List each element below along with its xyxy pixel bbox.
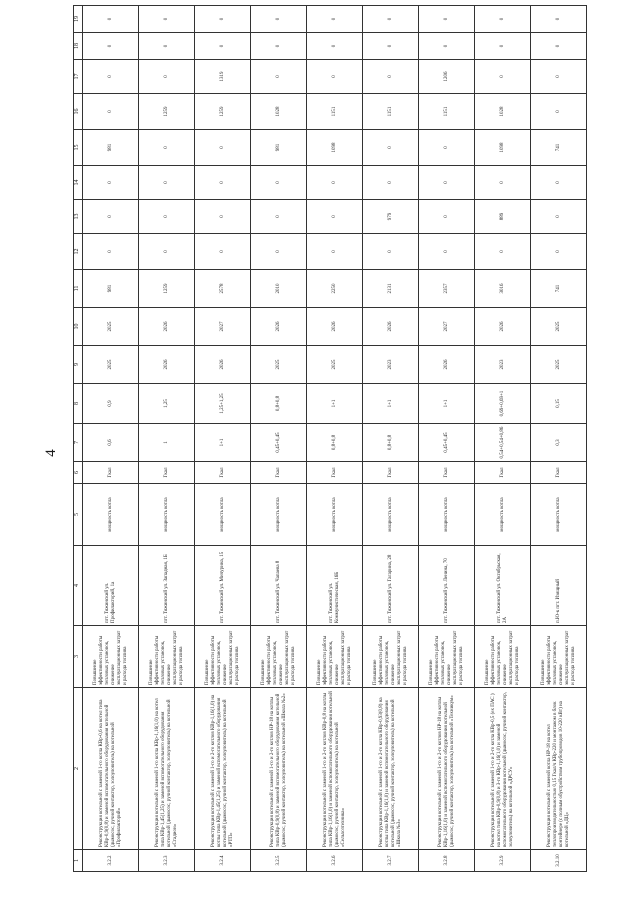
cost-cell: 0 bbox=[475, 6, 531, 33]
table-row bbox=[475, 6, 531, 872]
measure-goal-cell: Повышение эффективности работы тепловых установок, снижение эксплуатационных затрат и расхода топлива bbox=[531, 626, 587, 688]
end-year-cell: 2027 bbox=[195, 308, 251, 346]
measure-description-cell: Реконструкция котельной с заменой котла HP-18 на котел теплопроизводительностью 0,15 Гкал/ч КВр-220 и монтажом в блок контейнере (с полным обустройством трубопроводов 10-220 кВт) на котельной «ДЦ» bbox=[531, 688, 587, 850]
cost-cell: 1028 bbox=[251, 94, 307, 130]
column-number: 13 bbox=[74, 200, 83, 234]
cost-cell: 0 bbox=[83, 6, 139, 33]
value-before-cell: 1 bbox=[139, 424, 195, 462]
cost-cell: 0 bbox=[363, 33, 419, 60]
cost-cell: 0 bbox=[531, 60, 587, 94]
cost-cell: 981 bbox=[251, 130, 307, 166]
cost-cell: 0 bbox=[475, 166, 531, 200]
unit-cell: Гкал bbox=[475, 462, 531, 484]
total-cost-cell: 2357 bbox=[419, 270, 475, 308]
total-cost-cell: 3016 bbox=[475, 270, 531, 308]
cost-cell: 0 bbox=[307, 166, 363, 200]
value-after-cell: 0,8+0,8 bbox=[251, 384, 307, 424]
measure-description-cell: Реконструкция котельной с заменой 1-го котла КВр-0,6 на котел типа КВр-0,9(0,8) и заменой вспомогательного оборудования котельной (дымосос, ручной контактор, золоуловитель) на котельной «Профилакторий» bbox=[83, 688, 139, 850]
object-address-cell: пгт. Тяжинский ул. Октябрьская, 2А bbox=[475, 546, 531, 626]
cost-cell: 0 bbox=[419, 33, 475, 60]
start-year-cell: 2025 bbox=[83, 346, 139, 384]
object-address-cell: пгт. Тяжинский ул. Чапаева 8 bbox=[251, 546, 307, 626]
row-number-cell: 3.2.8 bbox=[419, 850, 475, 872]
table-row bbox=[195, 6, 251, 872]
cost-cell: 0 bbox=[363, 130, 419, 166]
measure-goal-cell: Повышение эффективности работы тепловых установок, снижение эксплуатационных затрат и расхода топлива bbox=[419, 626, 475, 688]
value-after-cell: 1+1 bbox=[419, 384, 475, 424]
value-before-cell: 0,3 bbox=[531, 424, 587, 462]
column-number: 1 bbox=[74, 850, 83, 872]
column-number: 15 bbox=[74, 130, 83, 166]
cost-cell: 979 bbox=[363, 200, 419, 234]
table-body bbox=[83, 6, 587, 872]
table-row bbox=[139, 6, 195, 872]
value-before-cell: 0,8+0,8 bbox=[363, 424, 419, 462]
column-number: 5 bbox=[74, 484, 83, 546]
end-year-cell: 2026 bbox=[307, 308, 363, 346]
cost-cell: 0 bbox=[139, 60, 195, 94]
cost-cell: 1259 bbox=[139, 94, 195, 130]
cost-cell: 0 bbox=[363, 6, 419, 33]
value-after-cell: 0,15 bbox=[531, 384, 587, 424]
characteristic-cell: мощность котла bbox=[363, 484, 419, 546]
cost-cell: 0 bbox=[251, 166, 307, 200]
cost-cell: 0 bbox=[307, 200, 363, 234]
column-number: 14 bbox=[74, 166, 83, 200]
cost-cell: 741 bbox=[531, 130, 587, 166]
object-address-cell: пгт. Тяжинский ул. Ленина, 70 bbox=[419, 546, 475, 626]
column-number: 7 bbox=[74, 424, 83, 462]
value-before-cell: 0,8+0,8 bbox=[307, 424, 363, 462]
cost-cell: 0 bbox=[251, 6, 307, 33]
cost-cell: 1206 bbox=[419, 60, 475, 94]
measure-goal-cell: Повышение эффективности работы тепловых установок, снижение эксплуатационных затрат и расхода топлива bbox=[475, 626, 531, 688]
value-after-cell: 0,69+0,69+1 bbox=[475, 384, 531, 424]
object-address-cell: пгт. Тяжинский ул. Мичурина, 15 bbox=[195, 546, 251, 626]
cost-cell: 1151 bbox=[419, 94, 475, 130]
total-cost-cell: 2250 bbox=[307, 270, 363, 308]
start-year-cell: 2026 bbox=[139, 346, 195, 384]
end-year-cell: 2025 bbox=[83, 308, 139, 346]
characteristic-cell: мощность котла bbox=[531, 484, 587, 546]
cost-cell: 0 bbox=[363, 166, 419, 200]
characteristic-cell: мощность котла bbox=[83, 484, 139, 546]
column-number: 8 bbox=[74, 384, 83, 424]
measure-description-cell: Реконструкция котельной с заменой 1-го и 2-го котла КВр-0,93(0,8) на котлы типа КВр-1,16(1,0) и заменой вспомогательного оборудования котельной (дымосос, ручной контактор, золоуловитель) на котельной «Школа №3» bbox=[363, 688, 419, 850]
measure-description-cell: Реконструкция котельной с заменой 1-го и 2-го котлов HP-18 на котлы КВр-1,16(1,0) и заменой вспомогательного оборудования котельной (дымосос, ручной контактор, золоуловитель) на котельной «Техникум» bbox=[419, 688, 475, 850]
value-before-cell: 0,45+0,45 bbox=[251, 424, 307, 462]
object-address-cell: пгт. Тяжинский ул. Гагарина, 28 bbox=[363, 546, 419, 626]
start-year-cell: 2025 bbox=[531, 346, 587, 384]
characteristic-cell: мощность котла bbox=[195, 484, 251, 546]
cost-cell: 0 bbox=[139, 200, 195, 234]
value-before-cell: 0,45+0,45 bbox=[419, 424, 475, 462]
end-year-cell: 2025 bbox=[531, 308, 587, 346]
measure-description-cell: Реконструкция котельной с заменой 1-го и 2-го котлов КВр-1,16(1,0) на котлы типа КВр-1,45(1,25) и заменой вспомогательного оборудования котельной (дымосос, ручной контактор, золоуловитель) на котельной «РТП» bbox=[195, 688, 251, 850]
cost-cell: 0 bbox=[83, 234, 139, 270]
cost-cell: 0 bbox=[195, 166, 251, 200]
cost-cell: 981 bbox=[83, 130, 139, 166]
cost-cell: 0 bbox=[139, 166, 195, 200]
cost-cell: 0 bbox=[139, 130, 195, 166]
column-number: 18 bbox=[74, 33, 83, 60]
unit-cell: Гкал bbox=[531, 462, 587, 484]
row-number-cell: 3.2.10 bbox=[531, 850, 587, 872]
table-row bbox=[531, 6, 587, 872]
object-address-cell: пгт. Тяжинский ул. Профилакторий, 1а bbox=[83, 546, 139, 626]
cost-cell: 1259 bbox=[195, 94, 251, 130]
characteristic-cell: мощность котла bbox=[419, 484, 475, 546]
start-year-cell: 2025 bbox=[251, 346, 307, 384]
cost-cell: 0 bbox=[139, 234, 195, 270]
rotated-table-wrapper bbox=[73, 16, 587, 872]
cost-cell: 1151 bbox=[307, 94, 363, 130]
total-cost-cell: 2578 bbox=[195, 270, 251, 308]
cost-cell: 0 bbox=[531, 200, 587, 234]
measure-description-cell: Реконструкция котельной с заменой 1-го и 2-го котла КВр-0,5 (ex ПАС ) на котел типа КВр-0,9(0,8) и 3-го КВр-1,16(1,0) и заменой вспомогательного оборудования котельной (дымосос, ручной контактор, золоуловитель) на котельной «ДРСУ» bbox=[475, 688, 531, 850]
row-number-cell: 3.2.9 bbox=[475, 850, 531, 872]
row-number-cell: 3.2.7 bbox=[363, 850, 419, 872]
start-year-cell: 2025 bbox=[307, 346, 363, 384]
total-cost-cell: 2131 bbox=[363, 270, 419, 308]
row-number-cell: 3.2.6 bbox=[307, 850, 363, 872]
object-address-cell: пгт. Тяжинский ул. Западная, 1Б bbox=[139, 546, 195, 626]
cost-cell: 0 bbox=[83, 200, 139, 234]
value-before-cell: 0,6 bbox=[83, 424, 139, 462]
cost-cell: 0 bbox=[531, 6, 587, 33]
cost-cell: 0 bbox=[531, 94, 587, 130]
cost-cell: 1151 bbox=[363, 94, 419, 130]
column-number: 10 bbox=[74, 308, 83, 346]
cost-cell: 0 bbox=[363, 60, 419, 94]
column-number-row bbox=[74, 6, 83, 872]
cost-cell: 0 bbox=[251, 33, 307, 60]
cost-cell: 0 bbox=[307, 60, 363, 94]
cost-cell: 1098 bbox=[475, 130, 531, 166]
row-number-cell: 3.2.4 bbox=[195, 850, 251, 872]
cost-cell: 0 bbox=[419, 166, 475, 200]
characteristic-cell: мощность котла bbox=[307, 484, 363, 546]
row-number-cell: 3.2.2 bbox=[83, 850, 139, 872]
table-row bbox=[363, 6, 419, 872]
unit-cell: Гкал bbox=[251, 462, 307, 484]
cost-cell: 0 bbox=[195, 234, 251, 270]
cost-cell: 0 bbox=[419, 6, 475, 33]
cost-cell: 0 bbox=[531, 234, 587, 270]
start-year-cell: 2026 bbox=[419, 346, 475, 384]
total-cost-cell: 1259 bbox=[139, 270, 195, 308]
cost-cell: 1319 bbox=[195, 60, 251, 94]
cost-cell: 0 bbox=[531, 166, 587, 200]
cost-cell: 0 bbox=[251, 200, 307, 234]
end-year-cell: 2026 bbox=[475, 308, 531, 346]
cost-cell: 0 bbox=[83, 33, 139, 60]
table-row bbox=[251, 6, 307, 872]
cost-cell: 0 bbox=[195, 130, 251, 166]
unit-cell: Гкал bbox=[195, 462, 251, 484]
value-after-cell: 1,25+1,25 bbox=[195, 384, 251, 424]
cost-cell: 0 bbox=[195, 200, 251, 234]
column-number: 12 bbox=[74, 234, 83, 270]
cost-cell: 0 bbox=[363, 234, 419, 270]
row-number-cell: 3.2.3 bbox=[139, 850, 195, 872]
cost-cell: 889 bbox=[475, 200, 531, 234]
cost-cell: 0 bbox=[307, 6, 363, 33]
column-number: 4 bbox=[74, 546, 83, 626]
value-after-cell: 1+1 bbox=[307, 384, 363, 424]
cost-cell: 0 bbox=[307, 234, 363, 270]
measure-goal-cell: Повышение эффективности работы тепловых установок, снижение эксплуатационных затрат и расхода топлива bbox=[195, 626, 251, 688]
end-year-cell: 2026 bbox=[139, 308, 195, 346]
measure-goal-cell: Повышение эффективности работы тепловых установок, снижение эксплуатационных затрат и расхода топлива bbox=[363, 626, 419, 688]
cost-cell: 0 bbox=[419, 234, 475, 270]
characteristic-cell: мощность котла bbox=[251, 484, 307, 546]
cost-cell: 0 bbox=[83, 60, 139, 94]
end-year-cell: 2026 bbox=[251, 308, 307, 346]
value-after-cell: 1,25 bbox=[139, 384, 195, 424]
cost-cell: 0 bbox=[475, 234, 531, 270]
cost-cell: 0 bbox=[251, 234, 307, 270]
total-cost-cell: 741 bbox=[531, 270, 587, 308]
measure-description-cell: Реконструкция котельной с заменой 1-го и 2-го котлов HP-18 на котлы типа КВр-0,9(0,8) и заменой вспомогательного оборудования котельной (дымосос, ручной контактор, золоуловитель) на котельной «Школа №2» bbox=[251, 688, 307, 850]
cost-cell: 1098 bbox=[307, 130, 363, 166]
start-year-cell: 2023 bbox=[363, 346, 419, 384]
cost-cell: 0 bbox=[475, 60, 531, 94]
measure-goal-cell: Повышение эффективности работы тепловых установок, снижение эксплуатационных затрат и расхода топлива bbox=[139, 626, 195, 688]
column-number: 6 bbox=[74, 462, 83, 484]
cost-cell: 0 bbox=[195, 33, 251, 60]
table-row bbox=[307, 6, 363, 872]
column-number: 2 bbox=[74, 688, 83, 850]
column-number: 9 bbox=[74, 346, 83, 384]
column-number: 17 bbox=[74, 60, 83, 94]
value-after-cell: 1+1 bbox=[363, 384, 419, 424]
column-number: 11 bbox=[74, 270, 83, 308]
start-year-cell: 2023 bbox=[475, 346, 531, 384]
unit-cell: Гкал bbox=[307, 462, 363, 484]
column-number: 3 bbox=[74, 626, 83, 688]
object-address-cell: пгт. Тяжинский ул. Коммунистическая, 16Б bbox=[307, 546, 363, 626]
column-number: 16 bbox=[74, 94, 83, 130]
row-number-cell: 3.2.5 bbox=[251, 850, 307, 872]
cost-cell: 0 bbox=[195, 6, 251, 33]
table-row bbox=[83, 6, 139, 872]
total-cost-cell: 981 bbox=[83, 270, 139, 308]
cost-cell: 0 bbox=[475, 33, 531, 60]
measure-description-cell: Реконструкция котельной с заменой 1-го и 2-го котлов КВр-0,8 на котлы типа КВр-1,16(1,0) и заменой вспомогательного оборудования котельной (дымосос, ручной контактор, золоуловитель) на котельной «Сельхозтехника» bbox=[307, 688, 363, 850]
object-address-cell: п.Ю-к пгт. Изящный bbox=[531, 546, 587, 626]
unit-cell: Гкал bbox=[139, 462, 195, 484]
characteristic-cell: мощность котла bbox=[139, 484, 195, 546]
end-year-cell: 2026 bbox=[363, 308, 419, 346]
measure-description-cell: Реконструкция котельной с заменой 1-го котла КВр-1,16(1,0) на котел типа КВр-1,45(1,25) и заменой вспомогательного оборудования котельной (дымосос, ручной контактор, золоуловитель) на котельной «Стадион» bbox=[139, 688, 195, 850]
cost-cell: 1028 bbox=[475, 94, 531, 130]
cost-cell: 0 bbox=[531, 33, 587, 60]
total-cost-cell: 2010 bbox=[251, 270, 307, 308]
cost-cell: 0 bbox=[419, 130, 475, 166]
measure-goal-cell: Повышение эффективности работы тепловых установок, снижение эксплуатационных затрат и расхода топлива bbox=[251, 626, 307, 688]
page-number: 4 bbox=[43, 449, 59, 457]
cost-cell: 0 bbox=[83, 94, 139, 130]
measure-goal-cell: Повышение эффективности работы тепловых установок, снижение эксплуатационных затрат и расхода топлива bbox=[307, 626, 363, 688]
unit-cell: Гкал bbox=[363, 462, 419, 484]
column-number: 19 bbox=[74, 6, 83, 33]
investment-program-table bbox=[73, 5, 587, 872]
characteristic-cell: мощность котла bbox=[475, 484, 531, 546]
cost-cell: 0 bbox=[139, 6, 195, 33]
value-after-cell: 0,9 bbox=[83, 384, 139, 424]
cost-cell: 0 bbox=[251, 60, 307, 94]
cost-cell: 0 bbox=[139, 33, 195, 60]
table-row bbox=[419, 6, 475, 872]
cost-cell: 0 bbox=[419, 200, 475, 234]
end-year-cell: 2027 bbox=[419, 308, 475, 346]
cost-cell: 0 bbox=[307, 33, 363, 60]
start-year-cell: 2026 bbox=[195, 346, 251, 384]
unit-cell: Гкал bbox=[83, 462, 139, 484]
unit-cell: Гкал bbox=[419, 462, 475, 484]
value-before-cell: 0,54+0,54+0,86 bbox=[475, 424, 531, 462]
cost-cell: 0 bbox=[83, 166, 139, 200]
value-before-cell: 1+1 bbox=[195, 424, 251, 462]
measure-goal-cell: Повышение эффективности работы тепловых установок, снижение эксплуатационных затрат и расхода топлива bbox=[83, 626, 139, 688]
